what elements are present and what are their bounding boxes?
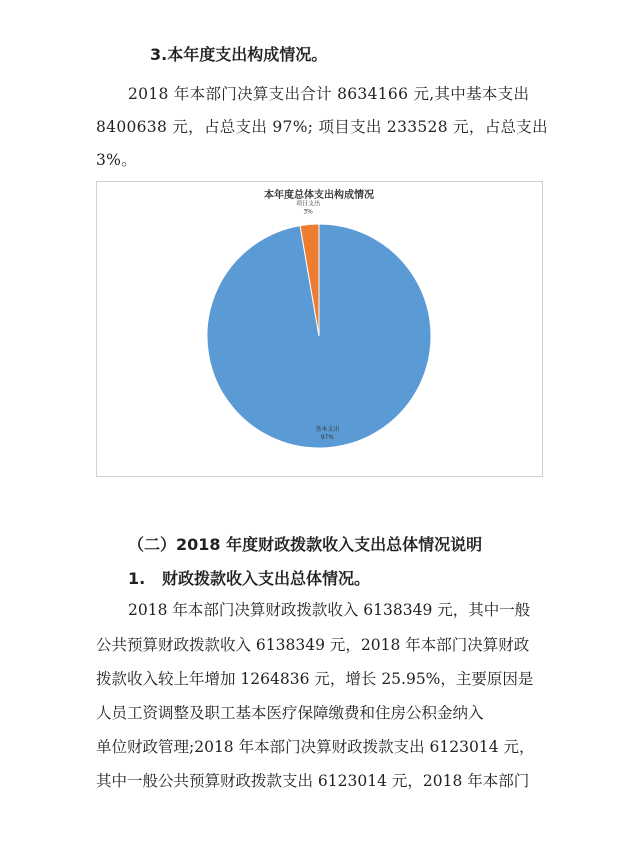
pie-chart-frame: [96, 181, 543, 477]
paragraph-line: 公共预算财政拨款收入 6138349 元，2018 年本部门决算财政: [96, 636, 530, 654]
chart-title: 本年度总体支出构成情况: [264, 190, 374, 201]
slice-percent-label: 3%: [303, 208, 313, 216]
pie-chart: [97, 182, 542, 476]
paragraph-line: 3%。: [96, 151, 137, 169]
subsection-heading: [128, 566, 370, 589]
paragraph-line: 单位财政管理;2018 年本部门决算财政拨款支出 6123014 元，: [96, 738, 535, 756]
subsection-title: 财政拨款收入支出总体情况。: [162, 569, 371, 588]
section-3-heading: 3.本年度支出构成情况。: [150, 45, 328, 64]
paragraph-line: 2018 年本部门决算支出合计 8634166 元,其中基本支出: [128, 85, 530, 103]
slice-percent-label: 97%: [320, 434, 335, 442]
paragraph-line: 拨款收入较上年增加 1264836 元，增长 25.95%，主要原因是: [96, 670, 534, 688]
paragraph-line: 人员工资调整及职工基本医疗保障缴费和住房公积金纳入: [96, 704, 484, 722]
subsection-number: 1.: [128, 569, 146, 588]
paragraph-line: 8400638 元，占总支出 97%; 项目支出 233528 元，占总支出: [96, 118, 548, 136]
slice-name-label: 基本支出: [315, 426, 340, 434]
section-two-heading: （二）2018 年度财政拨款收入支出总体情况说明: [128, 535, 483, 554]
paragraph-line: 2018 年本部门决算财政拨款收入 6138349 元，其中一般: [128, 601, 531, 619]
slice-name-label: 项目支出: [296, 200, 321, 208]
paragraph-line: 其中一般公共预算财政拨款支出 6123014 元，2018 年本部门: [96, 772, 530, 790]
